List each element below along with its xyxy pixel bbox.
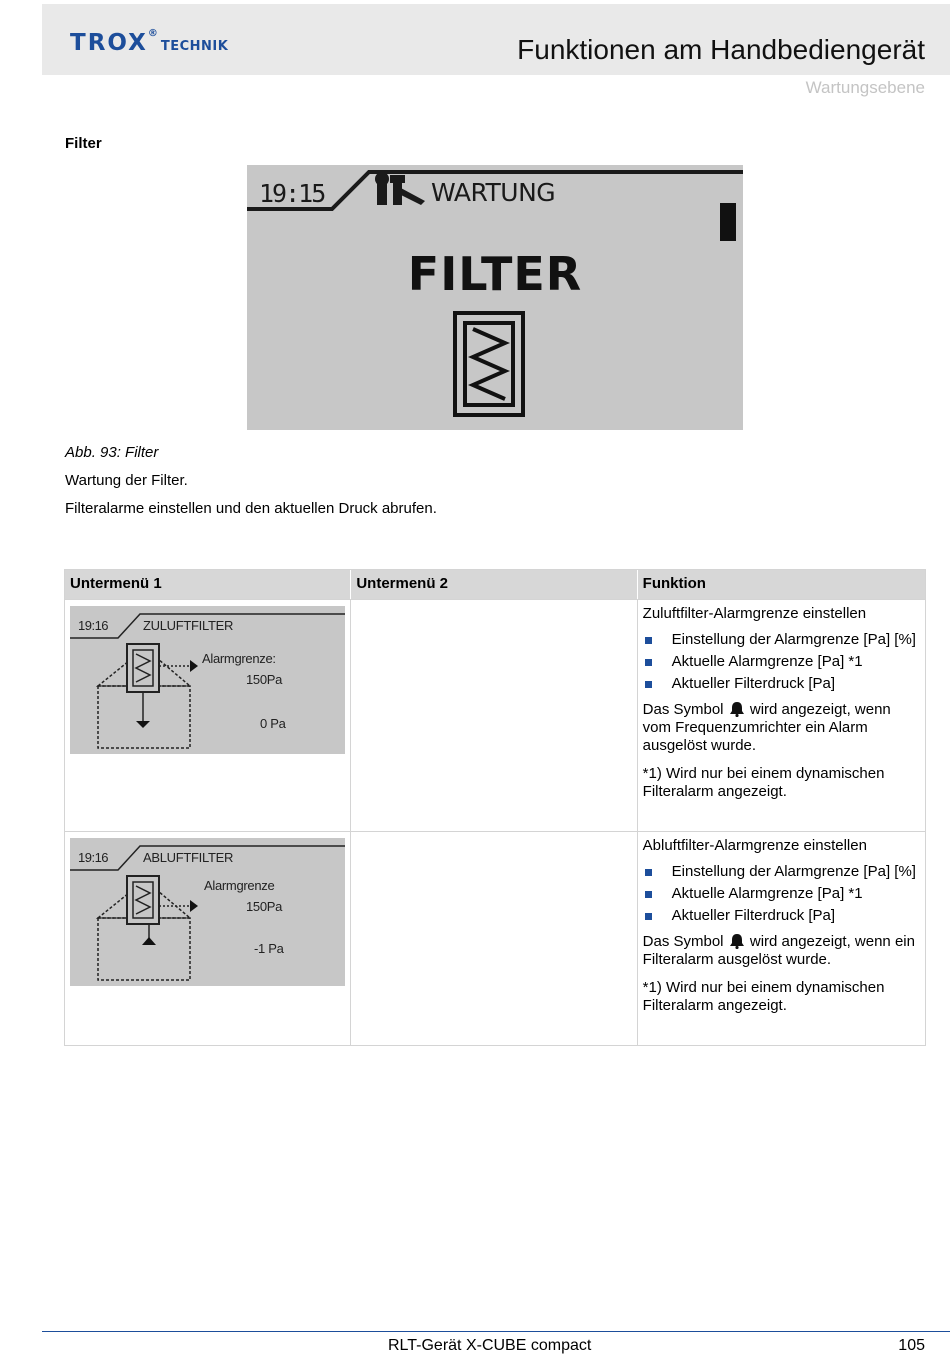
note-text: Das Symbol bbox=[642, 701, 724, 718]
footer-divider bbox=[42, 1331, 950, 1332]
footnote: *1) Wird nur bei einem dynamischen Filteralarm angezeigt. bbox=[642, 765, 885, 800]
list-item: Aktueller Filterdruck [Pa] bbox=[643, 907, 920, 925]
list-item: Einstellung der Alarmgrenze [Pa] [%] bbox=[643, 631, 920, 649]
display-menu-title: WARTUNG bbox=[431, 178, 556, 207]
submenu1-cell bbox=[65, 600, 351, 831]
table-header-row bbox=[65, 570, 925, 600]
screen-time: 19:16 bbox=[78, 850, 109, 865]
column-header: Funktion bbox=[642, 575, 706, 592]
table-row bbox=[65, 832, 925, 1045]
symbol-note bbox=[643, 701, 920, 755]
submenu2-cell bbox=[351, 832, 637, 1045]
footnote: *1) Wird nur bei einem dynamischen Filteralarm angezeigt. bbox=[642, 979, 885, 1014]
screen-alarm-value: 150Pa bbox=[246, 672, 283, 687]
screen-pressure-value: -1 Pa bbox=[254, 941, 284, 956]
filter-display-screenshot bbox=[247, 165, 743, 430]
display-heading: FILTER bbox=[407, 247, 583, 301]
screen-title: ABLUFTFILTER bbox=[143, 850, 234, 865]
note-text: wird angezeigt, wenn vom Frequenzumrichter ein Alarm ausgelöst wurde. bbox=[642, 701, 891, 754]
logo-registered-mark: ® bbox=[147, 28, 158, 39]
function-cell bbox=[638, 600, 925, 831]
screen-pressure-value: 0 Pa bbox=[260, 716, 286, 731]
note-text: wird angezeigt, wenn ein Filteralarm ausgelöst wurde. bbox=[642, 933, 915, 968]
footer-product-name: RLT-Gerät X-CUBE compact bbox=[388, 1337, 592, 1354]
chapter-subtitle: Wartungsebene bbox=[805, 78, 925, 97]
submenu-table bbox=[64, 569, 926, 1046]
list-item: Aktueller Filterdruck [Pa] bbox=[643, 675, 920, 693]
function-cell bbox=[638, 832, 925, 1045]
screen-alarm-value: 150Pa bbox=[246, 899, 283, 914]
filter-icon bbox=[455, 313, 523, 415]
section-title: Filter bbox=[65, 135, 102, 152]
logo-suffix: TECHNIK bbox=[160, 39, 229, 54]
figure-caption: Abb. 93: Filter bbox=[65, 444, 159, 461]
logo-brand: TROX bbox=[70, 30, 148, 56]
list-item: Einstellung der Alarmgrenze [Pa] [%] bbox=[643, 863, 920, 881]
page-header bbox=[42, 4, 950, 75]
note-text: Das Symbol bbox=[642, 933, 724, 950]
document-title: Funktionen am Handbediengerät bbox=[517, 34, 925, 65]
function-bullet-list bbox=[643, 631, 920, 693]
screen-time: 19:16 bbox=[78, 618, 109, 633]
symbol-note bbox=[643, 933, 920, 969]
list-item: Aktuelle Alarmgrenze [Pa] *1 bbox=[643, 653, 920, 671]
display-time: 19:15 bbox=[259, 179, 325, 208]
function-bullet-list bbox=[643, 863, 920, 925]
trox-logo bbox=[70, 30, 228, 56]
exhaust-filter-screen bbox=[70, 838, 345, 986]
table-row bbox=[65, 600, 925, 832]
submenu1-cell bbox=[65, 832, 351, 1045]
page-number: 105 bbox=[898, 1337, 925, 1354]
list-item: Aktuelle Alarmgrenze [Pa] *1 bbox=[643, 885, 920, 903]
function-title: Zuluftfilter-Alarmgrenze einstellen bbox=[642, 605, 867, 622]
bell-icon bbox=[728, 701, 746, 717]
submenu2-cell bbox=[351, 600, 637, 831]
screen-alarm-label: Alarmgrenze: bbox=[202, 651, 276, 666]
screen-title: ZULUFTFILTER bbox=[143, 618, 234, 633]
column-header: Untermenü 1 bbox=[65, 570, 351, 599]
bell-icon bbox=[728, 933, 746, 949]
screen-alarm-label: Alarmgrenze bbox=[204, 878, 275, 893]
intro-paragraph: Wartung der Filter. bbox=[65, 472, 188, 489]
function-title: Abluftfilter-Alarmgrenze einstellen bbox=[642, 837, 867, 854]
intro-paragraph: Filteralarme einstellen und den aktuellen Druck abrufen. bbox=[65, 500, 437, 517]
supply-filter-screen bbox=[70, 606, 345, 754]
column-header: Untermenü 2 bbox=[351, 570, 637, 599]
tools-icon bbox=[375, 172, 425, 205]
